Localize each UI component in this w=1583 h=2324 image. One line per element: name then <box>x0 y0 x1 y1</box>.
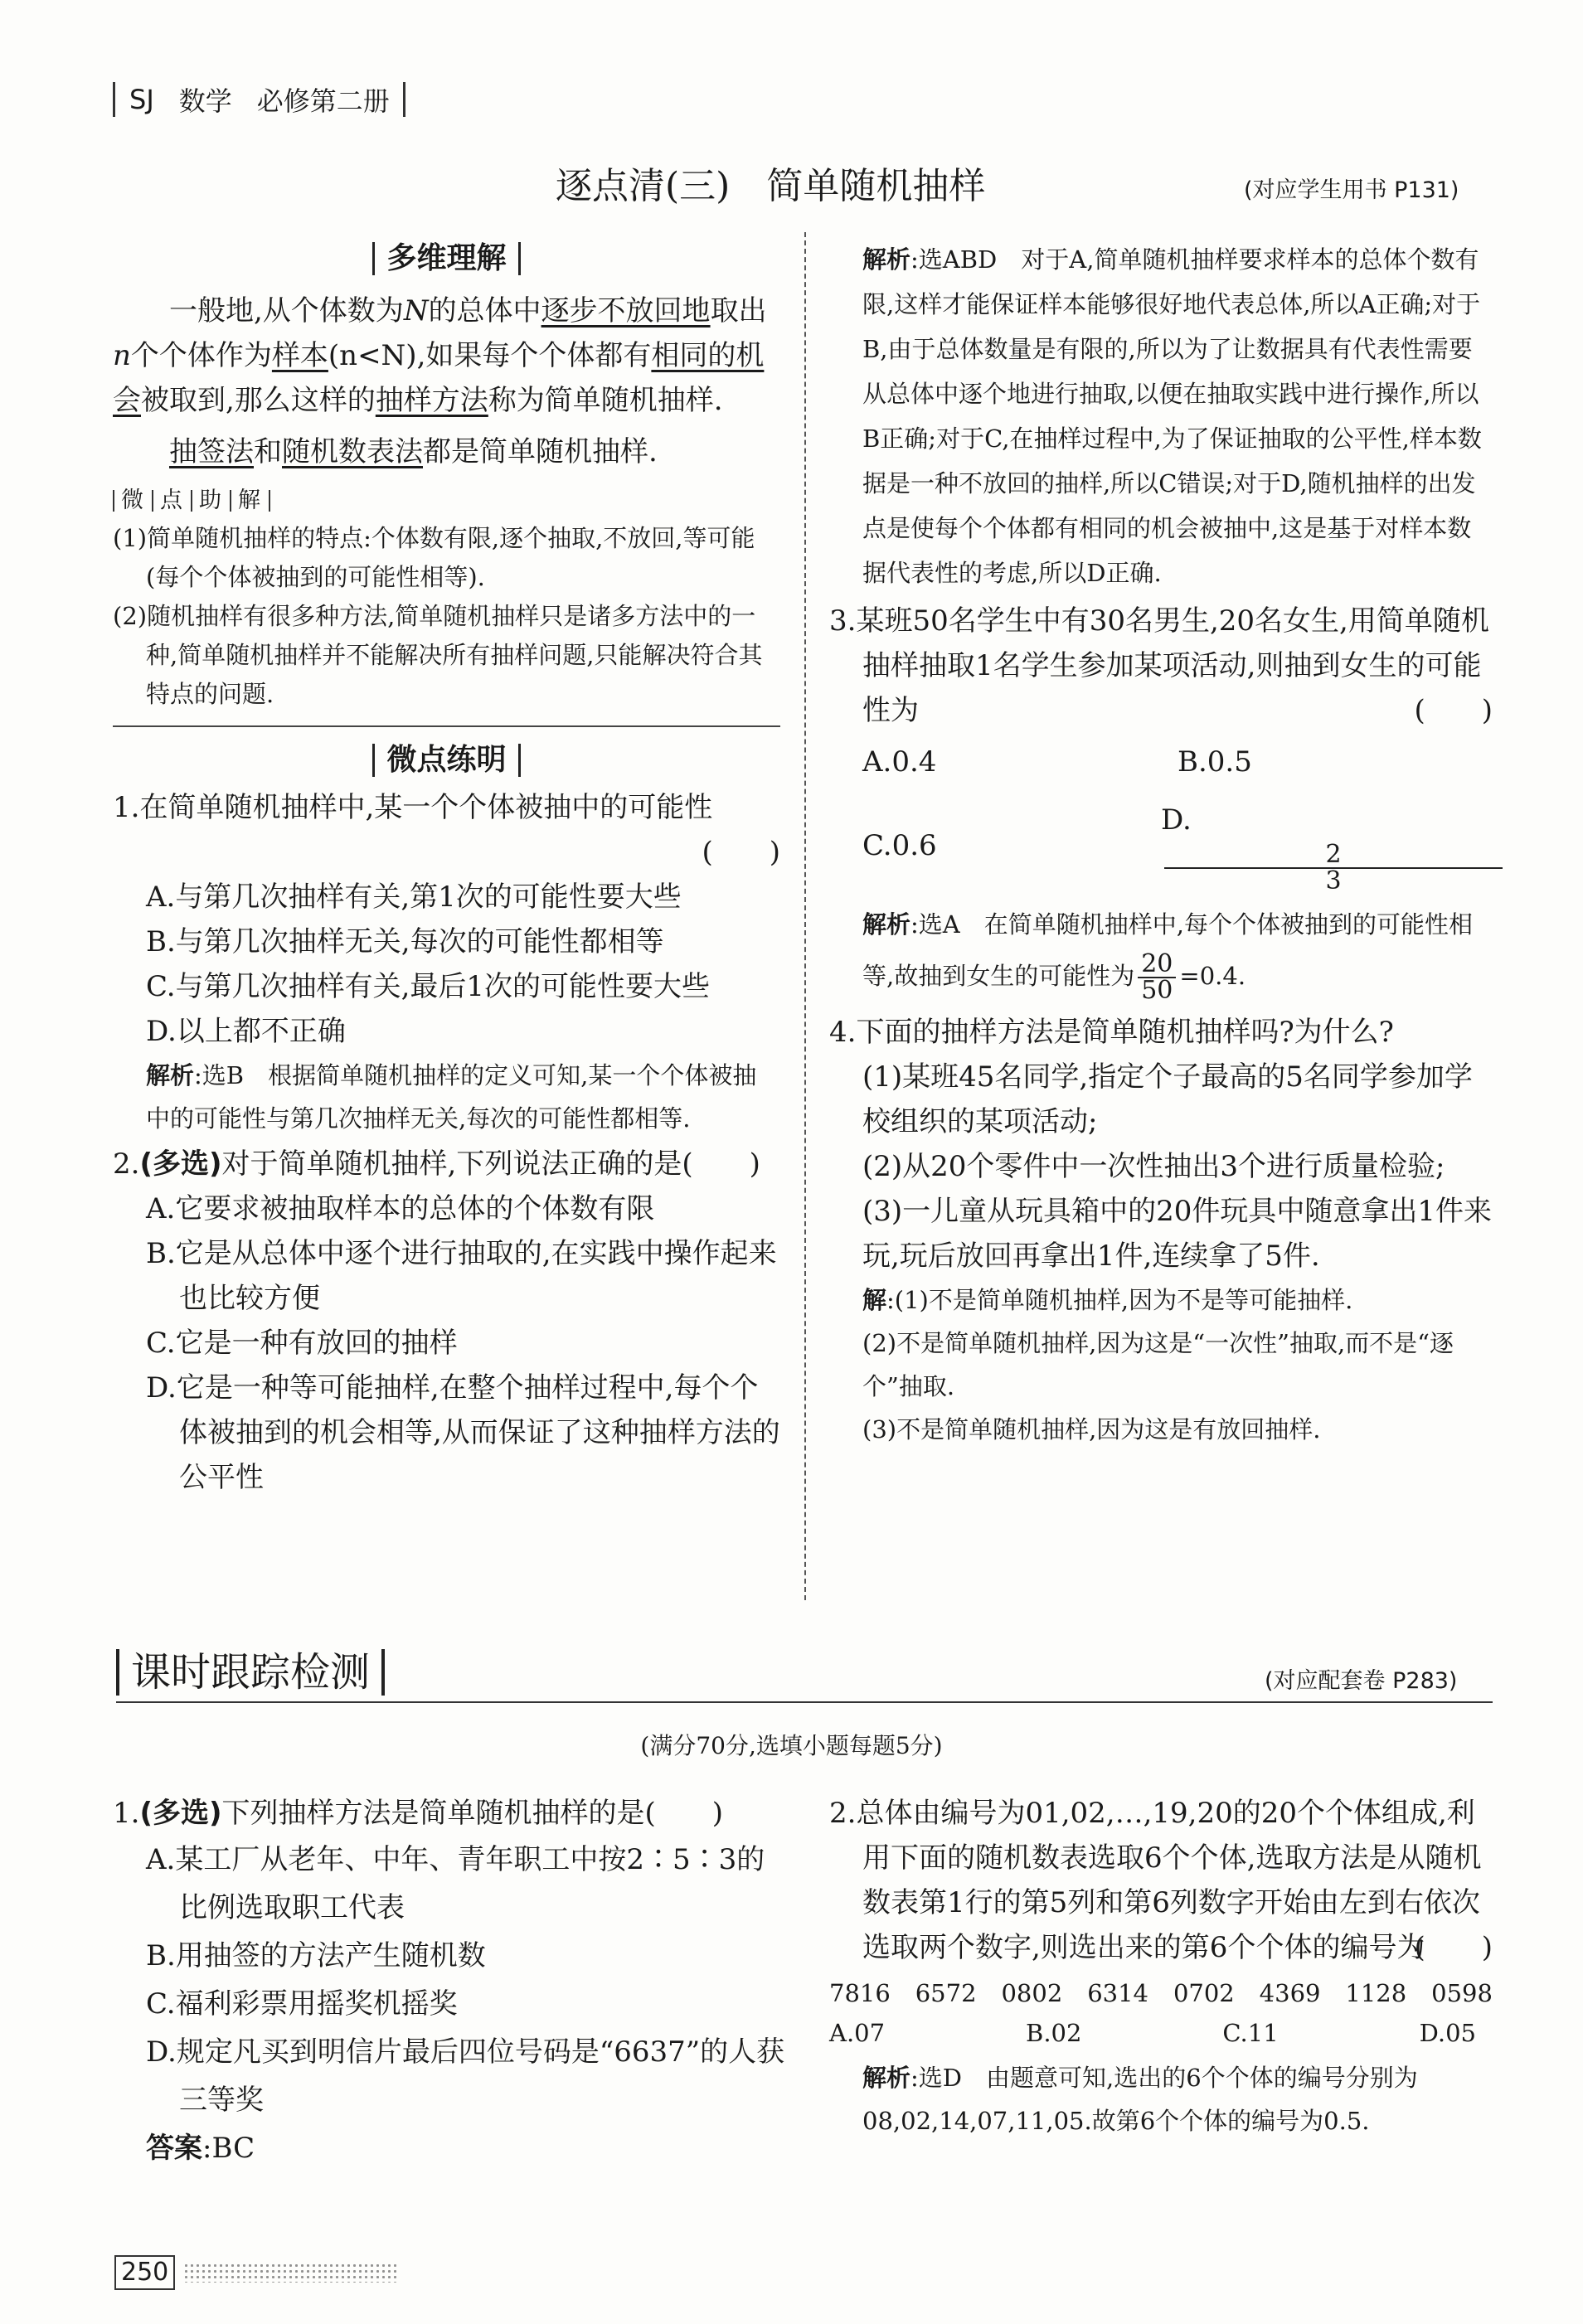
question-3-option-d: D. $\frac{2}{3}$ <box>1161 798 1493 894</box>
question-4-answer-2: (2)不是简单随机抽样,因为这是“一次性”抽取,而不是“逐个”抽取. <box>862 1329 1454 1400</box>
heading-practice: 微点练明 <box>113 735 780 785</box>
random-number-cell: 1128 <box>1345 1979 1407 2007</box>
tracking-ref: (对应配套卷 P283) <box>1265 1668 1458 1694</box>
tip-2: (2)随机抽样有很多种方法,简单随机抽样只是诸多方法中的一种,简单随机抽样并不能解决所有抽样问题,只能解决符合其特点的问题. <box>113 602 763 708</box>
test-question-1-option-d: D.规定凡买到明信片最后四位号码是“6637”的人获三等奖 <box>146 2035 785 2117</box>
question-4-answer-3: (3)不是简单随机抽样,因为这是有放回抽样. <box>862 1415 1321 1443</box>
definition-paragraph: 一般地,从个体数为N的总体中逐步不放回地取出n个个体作为样本(n<N),如果每个个体都有相同的机会被取到,那么这样的抽样方法称为简单随机抽样. <box>113 294 767 417</box>
random-number-cell: 7816 <box>829 1979 891 2007</box>
question-3-option-b: B.0.5 <box>1178 745 1252 779</box>
question-1-option-c: C.与第几次抽样有关,最后1次的可能性要大些 <box>146 970 711 1003</box>
question-3-paren: ( ) <box>1414 694 1493 727</box>
random-number-cell: 6572 <box>915 1979 977 2007</box>
question-3-options-cd <box>829 798 1493 894</box>
question-4-item-1: (1)某班45名同学,指定个子最高的5名同学参加学校组织的某项活动; <box>862 1060 1473 1138</box>
question-2-option-c: C.它是一种有放回的抽样 <box>146 1327 458 1360</box>
score-note: (满分70分,选填小题每题5分) <box>640 1732 943 1759</box>
test-question-2-options <box>829 2013 1493 2053</box>
question-3-option-c: C.0.6 <box>862 829 937 862</box>
question-4-answer-1: 解:(1)不是简单随机抽样,因为不是等可能抽样. <box>862 1286 1353 1314</box>
random-number-cell: 4369 <box>1259 1979 1321 2007</box>
question-1-paren: ( ) <box>702 836 780 869</box>
question-1-stem: 1.在简单随机抽样中,某一个个体被抽中的可能性 <box>113 791 713 824</box>
bottom-left-column <box>113 1791 793 2172</box>
question-4-item-2: (2)从20个零件中一次性抽出3个进行质量检验; <box>862 1150 1445 1183</box>
tracking-rule <box>116 1701 1493 1703</box>
question-2-solution: 解析:选ABD 对于A,简单随机抽样要求样本的总体个数有限,这样才能保证样本能够很好地代表总体,所以A正确;对于B,由于总体数量是有限的,所以为了让数据具有代表性需要从总体中逐个地进行抽取,以便在抽取实践中进行操作,所以B正确;对于C,在抽样过程中,为了保证抽取的公平性,样本数据是一种不放回的抽样,所以C错误;对于D,随机抽样的出发点是使每个个体都有相同的机会被抽中,这是基于对样本数据代表性的考虑,所以D正确. <box>862 245 1482 587</box>
header <box>113 79 405 120</box>
test-question-1-option-a: A.某工厂从老年、中年、青年职工中按2∶5∶3的比例选取职工代表 <box>146 1843 765 1924</box>
page-number: 250 <box>114 2255 399 2290</box>
question-2-option-a: A.它要求被抽取样本的总体的个体数有限 <box>146 1192 655 1225</box>
test-question-1-answer: 答案:BC <box>146 2132 255 2165</box>
test-question-2-option-b: B.02 <box>1026 2019 1082 2047</box>
left-column <box>113 234 780 1500</box>
tips-heading: 微 点 助 解 <box>113 483 780 519</box>
tip-1: (1)简单随机抽样的特点:个体数有限,逐个抽取,不放回,等可能(每个个体被抽到的可能性相等). <box>113 524 755 591</box>
page-number-dots <box>183 2263 399 2283</box>
test-question-2-stem: 2.总体由编号为01,02,…,19,20的20个个体组成,利用下面的随机数表选取6个个体,选取方法是从随机数表第1行的第5列和第6列数字开始由左到右依次选取两个数字,则选出来的第6个个体的编号为 <box>829 1797 1482 1964</box>
header-series: SJ <box>129 84 154 115</box>
random-number-table <box>829 1973 1493 2013</box>
random-number-cell: 0702 <box>1173 1979 1235 2007</box>
question-1-option-a: A.与第几次抽样有关,第1次的可能性要大些 <box>146 881 682 914</box>
tracking-title: 课时跟踪检测 <box>116 1646 385 1699</box>
question-1-option-b: B.与第几次抽样无关,每次的可能性都相等 <box>146 925 664 958</box>
test-question-1-option-c: C.福利彩票用摇奖机摇奖 <box>146 1987 458 2021</box>
question-3-option-a: A.0.4 <box>862 745 937 779</box>
random-number-cell: 6314 <box>1087 1979 1149 2007</box>
question-2-stem: 2.(多选)对于简单随机抽样,下列说法正确的是( ) <box>113 1147 760 1181</box>
tips-bottom-rule <box>113 725 780 727</box>
question-3-options-ab <box>829 740 1493 784</box>
question-2-option-d: D.它是一种等可能抽样,在整个抽样过程中,每个个体被抽到的机会相等,从而保证了这种抽样方法的公平性 <box>146 1371 780 1494</box>
section-ref: (对应学生用书 P131) <box>1244 177 1459 203</box>
header-subject: 数学 <box>178 85 232 117</box>
header-book: 必修第二册 <box>256 85 390 117</box>
random-number-cell: 0802 <box>1001 1979 1063 2007</box>
test-question-1-stem: 1.(多选)下列抽样方法是简单随机抽样的是( ) <box>113 1797 724 1830</box>
heading-understanding: 多维理解 <box>113 234 780 284</box>
question-3-stem: 3.某班50名学生中有30名男生,20名女生,用简单随机抽样抽取1名学生参加某项活动,则抽到女生的可能性为 <box>829 604 1489 727</box>
test-question-2-option-a: A.07 <box>829 2019 886 2047</box>
question-1-solution: 解析:选B 根据简单随机抽样的定义可知,某一个个体被抽中的可能性与第几次抽样无关,每次的可能性都相等. <box>146 1061 757 1133</box>
question-1-option-d: D.以上都不正确 <box>146 1015 346 1048</box>
methods-paragraph: 抽签法和随机数表法都是简单随机抽样. <box>169 435 658 468</box>
test-question-2-solution: 解析:选D 由题意可知,选出的6个个体的编号分别为08,02,14,07,11,05.故第6个个体的编号为0.5. <box>862 2064 1418 2135</box>
header-left-rule <box>113 82 115 117</box>
question-4-stem: 4.下面的抽样方法是简单随机抽样吗?为什么? <box>829 1016 1394 1049</box>
question-2-option-b: B.它是从总体中逐个进行抽取的,在实践中操作起来也比较方便 <box>146 1237 777 1315</box>
test-question-2-paren: ( ) <box>1414 1931 1493 1964</box>
question-3-solution: 解析:选A 在简单随机抽样中,每个个体被抽到的可能性相等,故抽到女生的可能性为 $\frac{20}{50}$ =0.4. <box>862 910 1473 1005</box>
test-question-2-option-c: C.11 <box>1222 2019 1279 2047</box>
section-title: 逐点清(三) 简单随机抽样 <box>556 165 986 207</box>
test-question-2-option-d: D.05 <box>1419 2019 1476 2047</box>
question-4-item-3: (3)一儿童从玩具箱中的20件玩具中随意拿出1件来玩,玩后放回再拿出1件,连续拿了5件. <box>862 1195 1493 1273</box>
random-number-cell: 0598 <box>1431 1979 1493 2007</box>
column-divider <box>804 232 806 1600</box>
header-right-rule <box>403 82 405 117</box>
bottom-right-column <box>829 1791 1493 2142</box>
test-question-1-option-b: B.用抽签的方法产生随机数 <box>146 1939 486 1972</box>
right-column <box>829 237 1493 1451</box>
